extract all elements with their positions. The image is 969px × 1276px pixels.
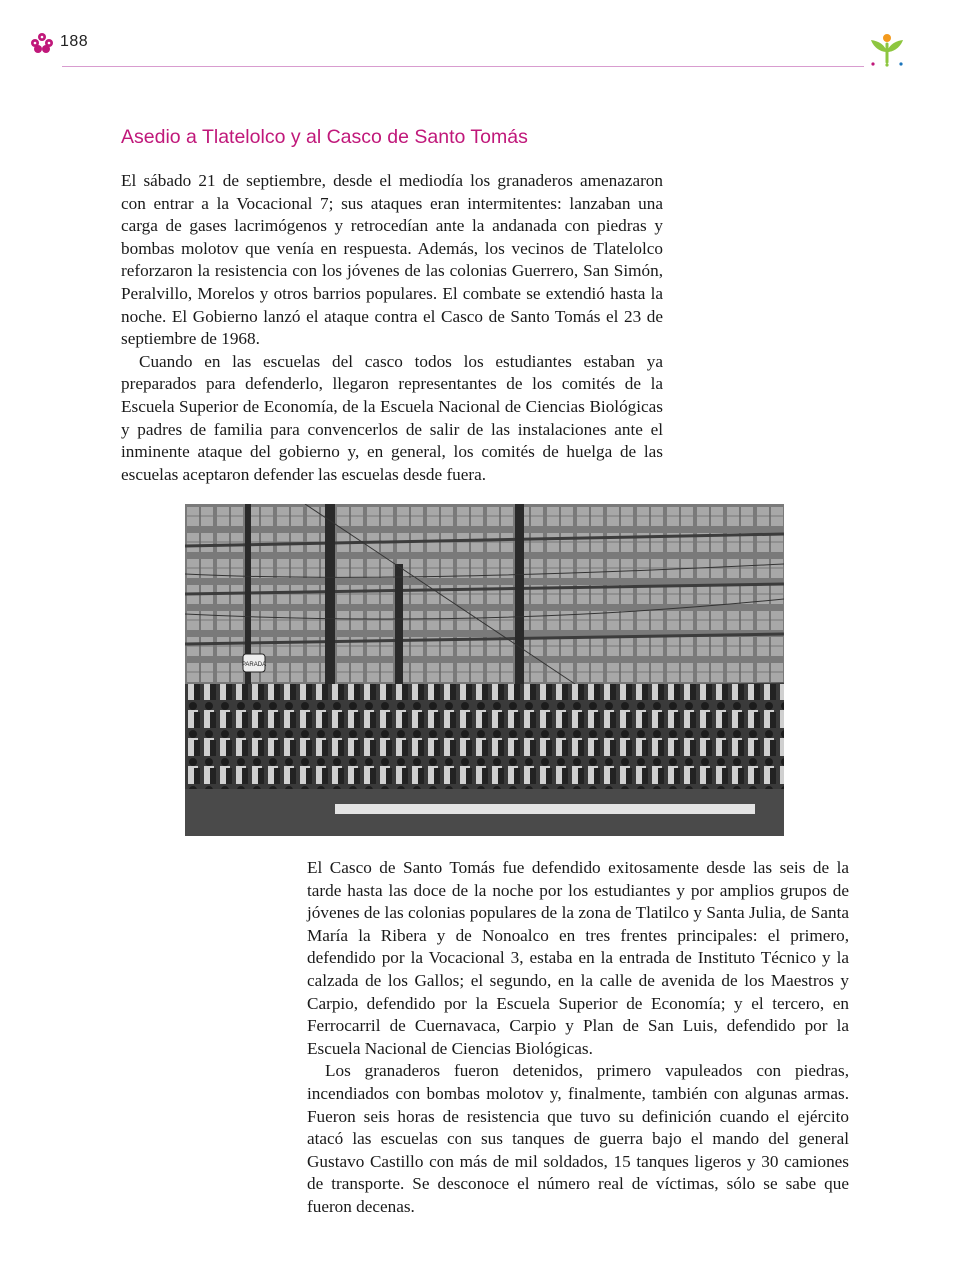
crowd-photo <box>185 504 784 836</box>
paragraph: Los granaderos fueron detenidos, primero vapuleados con piedras, incendiados con bombas molotov y, finalmente, también con algunas armas. Fueron seis horas de resistencia que tuvo su definición cuando el ejército atacó las escuelas con sus tanques de guerra bajo el mando del general Gustavo Castillo con más de mil soldados, 15 tanques ligeros y 30 camiones de transporte. Se desconoce el número real de víctimas, sólo se sabe que fueron decenas. <box>307 1061 849 1216</box>
paragraph: El Casco de Santo Tomás fue defendido exitosamente desde las seis de la tarde hasta las doce de la noche por los estudiantes y por amplios grupos de jóvenes de las colonias populares de la zona de Tlatilco y Santa Julia, de Santa María la Ribera y de Nonoalco en tres frentes principales: el primero, defendido por la Vocacional 3, estaba en la entrada de Instituto Técnico y la calzada de los Gallos; el segundo, en la calle de avenida de los Maestros y Carpio, defendido por la Escuela Superior de Economía; y el tercero, en Ferrocarril de Cuernavaca, Carpio y Plan de San Luis, defendido por la Escuela Nacional de Ciencias Biológicas. <box>307 858 849 1058</box>
paragraph: El sábado 21 de septiembre, desde el mediodía los granaderos amenazaron con entrar a la Vocacional 7; sus ataques eran intermitentes: lanzaban una carga de gases lacrimógenos y retrocedían ante la andanada con piedras y bombas molotov que venía en respuesta. Además, los vecinos de Tlatelolco reforzaron la resistencia con los jóvenes de las colonias Guerrero, San Simón, Peralvillo, Morelos y otros barrios populares. El combate se extendió hasta la noche. El Gobierno lanzó el ataque contra el Casco de Santo Tomás el 23 de septiembre de 1968. <box>121 171 663 349</box>
crowd-photo-icon <box>185 504 784 836</box>
section-title: Asedio a Tlatelolco y al Casco de Santo Tomás <box>121 126 528 148</box>
body-text-top <box>121 170 663 486</box>
page-number: 188 <box>60 33 89 50</box>
sprout-figure-icon <box>867 32 907 70</box>
flower-emblem-icon <box>30 32 54 54</box>
header-rule <box>62 66 864 67</box>
street-sign: PARADA <box>241 662 267 668</box>
paragraph: Cuando en las escuelas del casco todos los estudiantes estaban ya preparados para defenderlo, llegaron representantes de los comités de la Escuela Superior de Economía, de la Escuela Nacional de Ciencias Biológicas y padres de familia para convencerlos de salir de las instalaciones ante el inminente ataque del gobierno y, en general, los comités de huelga de las escuelas aceptaron defender las escuelas desde fuera. <box>121 351 663 484</box>
body-text-bottom <box>307 857 849 1219</box>
